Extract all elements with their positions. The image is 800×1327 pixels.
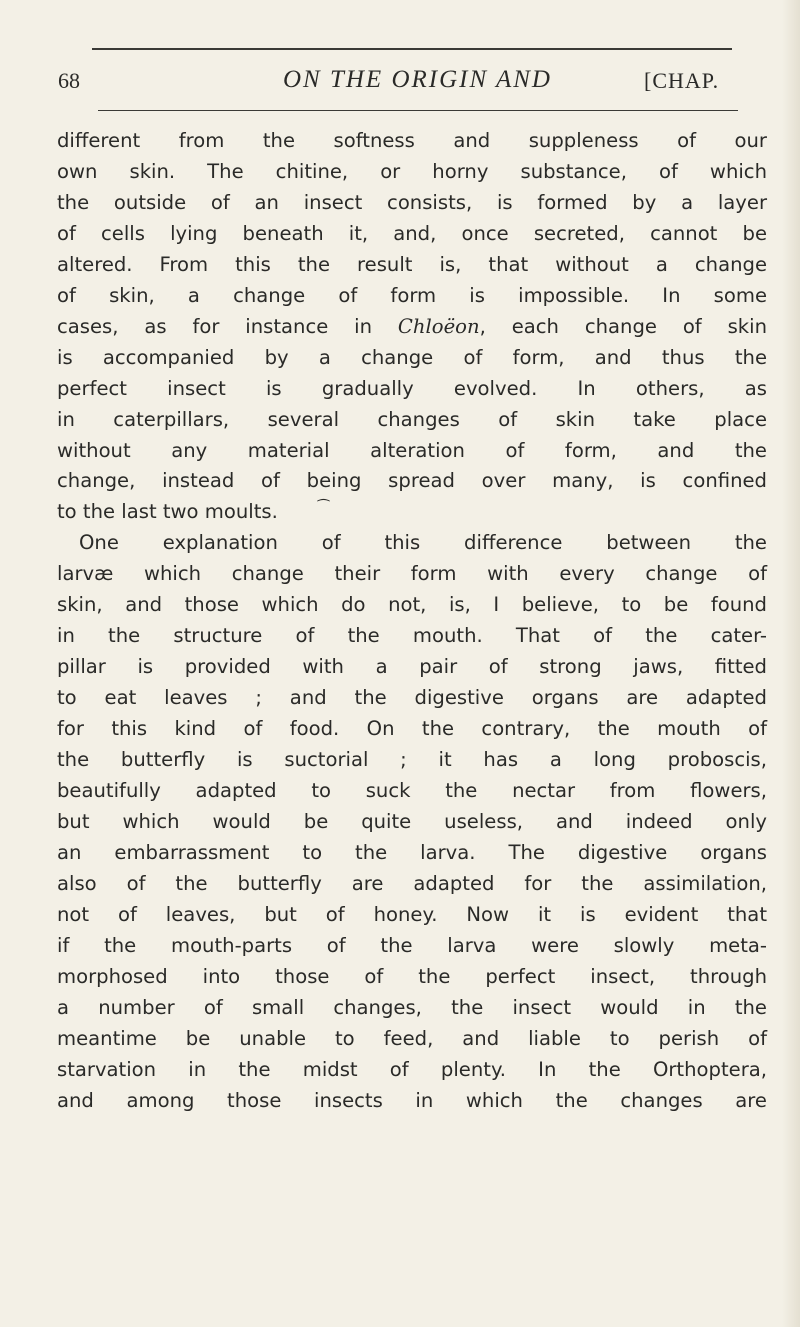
text-line: pillar is provided with a pair of strong jaws, fitted	[57, 655, 767, 679]
italic-genus-name: Chloëon	[397, 314, 480, 338]
text-line: for this kind of food. On the contrary, the mouth of	[57, 717, 767, 741]
text-line: without any material alteration of form, and the	[57, 438, 767, 462]
paragraph-2	[57, 528, 767, 1116]
text-line: skin, and those which do not, is, I believe, to be found	[57, 593, 767, 617]
text-line: beautifully adapted to suck the nectar from flowers,	[57, 779, 767, 803]
text-line: the butterfly is suctorial ; it has a long proboscis,	[57, 748, 767, 772]
text-line: to eat leaves ; and the digestive organs are adapted	[57, 686, 767, 710]
page-header	[58, 64, 748, 100]
text-line: an embarrassment to the larva. The digestive organs	[57, 840, 767, 864]
text-line: and among those insects in which the changes are	[57, 1088, 767, 1112]
text-line: in caterpillars, several changes of skin take place	[57, 407, 767, 431]
text-line: starvation in the midst of plenty. In the Orthoptera,	[57, 1057, 767, 1081]
text-line: own skin. The chitine, or horny substance, of which	[57, 159, 767, 183]
text-line: different from the softness and suppleness of our	[57, 129, 767, 152]
top-rule	[92, 48, 732, 50]
text-segment: cases, as for instance in	[57, 314, 398, 338]
text-line: not of leaves, but of honey. Now it is evident that	[57, 902, 767, 926]
text-line-indented: One explanation of this difference between the	[79, 531, 767, 555]
body-text	[57, 126, 767, 1117]
text-line: a number of small changes, the insect would in the	[57, 995, 767, 1019]
text-line: the outside of an insect consists, is formed by a layer	[57, 190, 767, 214]
text-line-final	[57, 497, 767, 528]
text-line: larvæ which change their form with every change of	[57, 562, 767, 586]
text-line: if the mouth-parts of the larva were slowly meta-	[57, 933, 767, 957]
text-line: meantime be unable to feed, and liable to perish of	[57, 1026, 767, 1050]
text-line: morphosed into those of the perfect insect, through	[57, 964, 767, 988]
text-line-with-italic	[57, 312, 767, 343]
text-segment: , each change of skin	[479, 314, 767, 338]
page-number: 68	[58, 68, 80, 93]
text-line: of skin, a change of form is impossible. In some	[57, 283, 767, 307]
ink-smudge: ⁀	[317, 500, 330, 517]
text-line: of cells lying beneath it, and, once secreted, cannot be	[57, 221, 767, 245]
text-line: also of the butterfly are adapted for the assimilation,	[57, 871, 767, 895]
text-line: change, instead of being spread over many, is confined	[57, 469, 767, 493]
chapter-mark: [CHAP.	[644, 68, 720, 93]
text-line: perfect insect is gradually evolved. In others, as	[57, 376, 767, 400]
page-edge-shadow	[782, 0, 800, 1327]
paragraph-1	[57, 126, 767, 528]
text-line: is accompanied by a change of form, and thus the	[57, 345, 767, 369]
text-line: in the structure of the mouth. That of the cater-	[57, 624, 767, 648]
text-line: altered. From this the result is, that without a change	[57, 252, 767, 276]
header-rule	[98, 110, 738, 111]
running-title: ON THE ORIGIN AND	[283, 66, 552, 93]
text-segment: to the last two moults.	[57, 500, 278, 524]
text-line: but which would be quite useless, and indeed only	[57, 809, 767, 833]
